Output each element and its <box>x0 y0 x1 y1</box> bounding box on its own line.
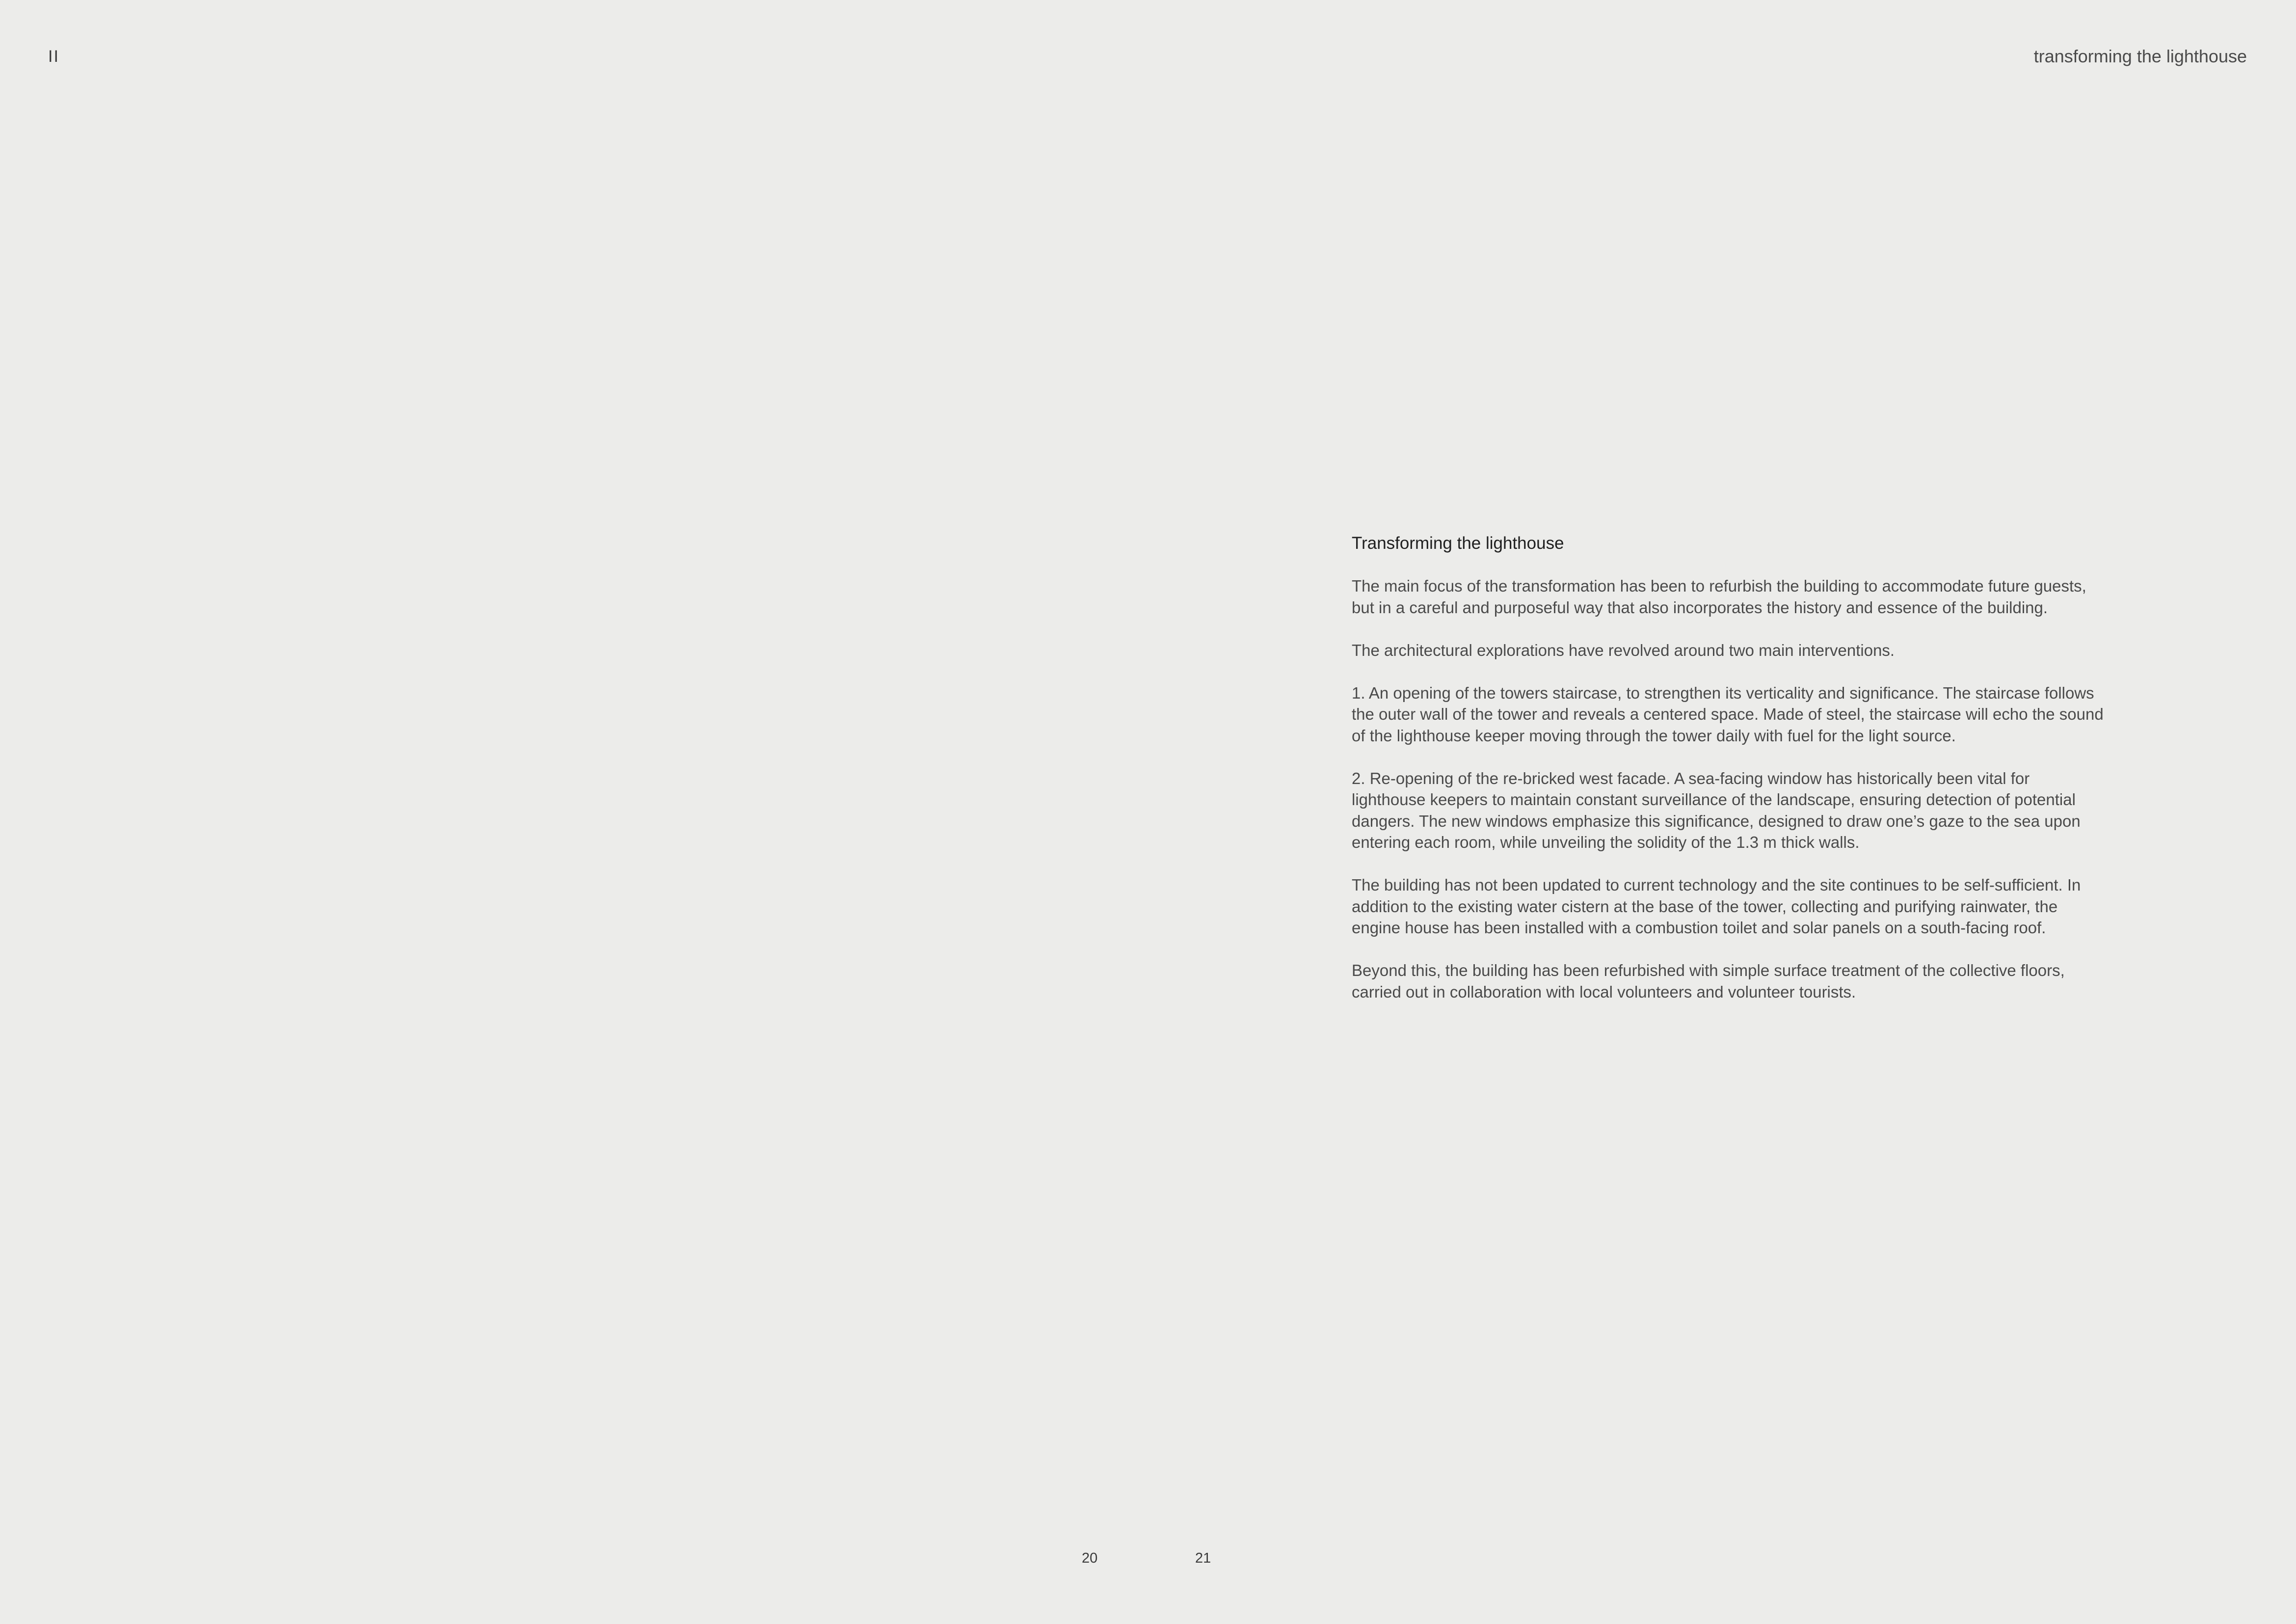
section-marker: II <box>48 47 59 66</box>
article-paragraph-refurbishment: Beyond this, the building has been refurbished with simple surface treatment of the collective floors, carried out in collaboration with local volunteers and volunteer tourists. <box>1352 961 2065 1001</box>
article-paragraph-self-sufficiency: The building has not been updated to current technology and the site continues to be self-sufficient. In addition to the existing water cistern at the base of the tower, collecting and purifying rainwater, the engine house has been installed with a combustion toilet and solar panels on a south-facing roof. <box>1352 876 2081 937</box>
running-header: transforming the lighthouse <box>2033 46 2247 66</box>
article-paragraph-staircase: 1. An opening of the towers staircase, to strengthen its verticality and significance. The staircase follows the outer wall of the tower and reveals a centered space. Made of steel, the staircase will echo the sound of the lighthouse keeper moving through the tower daily with fuel for the light source. <box>1352 683 2104 745</box>
article-text-block <box>1352 533 2108 1024</box>
article-paragraph-intro: The main focus of the transformation has been to refurbish the building to accommodate future guests, but in a careful and purposeful way that also incorporates the history and essence of the building. <box>1352 577 2086 617</box>
page-number-left: 20 <box>1082 1550 1098 1566</box>
right-page <box>1148 0 2296 1624</box>
article-title: Transforming the lighthouse <box>1352 534 1564 553</box>
page-number-right: 21 <box>1195 1550 1211 1566</box>
article-paragraph-interventions: The architectural explorations have revolved around two main interventions. <box>1352 641 1895 659</box>
article-paragraph-facade: 2. Re-opening of the re-bricked west facade. A sea-facing window has historically been vital for lighthouse keepers to maintain constant surveillance of the landscape, ensuring detection of potential dangers. The new windows emphasize this significance, designed to draw one’s gaze to the sea upon entering each room, while unveiling the solidity of the 1.3 m thick walls. <box>1352 769 2081 851</box>
